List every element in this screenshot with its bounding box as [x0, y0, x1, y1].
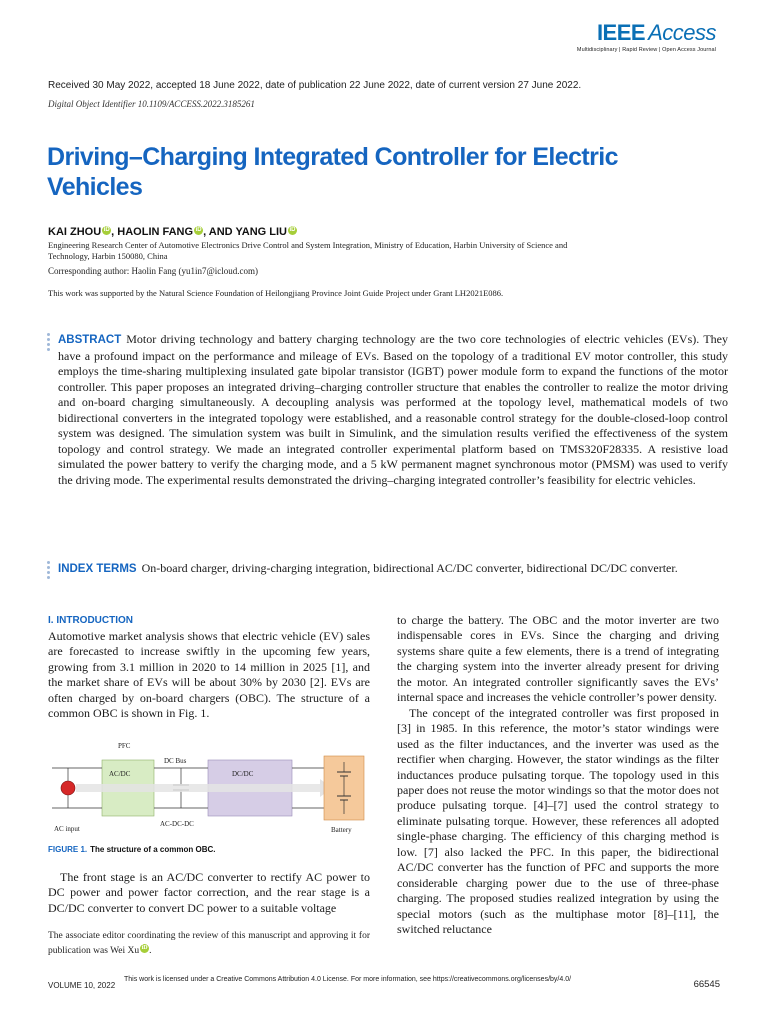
paragraph: to charge the battery. The OBC and the motor inverter are two indispensable cores in EVs. Since the charging and driving systems share quite a few elements, there is a trend of integrating the charging system into the inverter already present for driving the motor. An integrated controller significantly saves the EVs’ internal space and increases the vehicle controller’s power density. [397, 613, 719, 705]
author-zhou: KAI ZHOU [48, 226, 102, 238]
right-column [397, 613, 719, 938]
received-dates: Received 30 May 2022, accepted 18 June 2022, date of publication 22 June 2022, date of current version 27 June 2022. [48, 80, 582, 91]
fig-label-acdc: AC/DC [109, 770, 131, 778]
orcid-icon[interactable]: iD [141, 945, 148, 951]
fig-label-dcdc: DC/DC [232, 770, 254, 778]
logo-ieee: IEEE [596, 20, 646, 45]
doi-line: Digital Object Identifier 10.1109/ACCESS.2022.3185261 [48, 99, 255, 109]
fig-label-dcbus: DC Bus [164, 757, 187, 765]
logo-tagline: Multidisciplinary | Rapid Review | Open Access Journal [576, 47, 716, 53]
paragraph: Automotive market analysis shows that electric vehicle (EV) sales are forecasted to increase swiftly in the upcoming few years, growing from 3.1 million in 2020 to 14 million in 2025 [1], and the market share of EVs will be about 30% by 2030 [2]. EVs are often charged by on-board chargers (OBC). The structure of a common OBC is shown in Fig. 1. [48, 629, 370, 721]
orcid-icon[interactable]: iD [103, 227, 110, 233]
footnote-end: . [149, 946, 152, 956]
footer-license[interactable]: This work is licensed under a Creative Commons Attribution 4.0 License. For more information, see https://creativecommons.org/licenses/by/4.0/ [124, 976, 572, 983]
section-marker-icon [46, 561, 52, 581]
orcid-icon[interactable]: iD [289, 227, 296, 233]
index-terms-text: On-board charger, driving-charging integration, bidirectional AC/DC converter, bidirectional DC/DC converter. [141, 561, 678, 575]
figure-obc-structure [48, 738, 370, 840]
index-terms [58, 561, 728, 578]
logo-access: Access [648, 20, 716, 45]
abstract-text: Motor driving technology and battery charging technology are the two core technologies of electric vehicles (EVs). They have a profound impact on the performance and mileage of EVs. Based on the topology of a traditional EV motor controller, this study employs the time-sharing multiplexing insulated gate bipolar transistor (IGBT) power module form to expand the functions of the motor controller. This paper proposes an integrated driving–charging controller structure that enables the controller to realize the motor driving and on-board charging simultaneously. A decoupling analysis was performed at the topology level, mathematical models of two bidirectional converters in the integrated topology were established, and a reasonable control strategy for the double-closed-loop control system was designed. The simulation system was built in Simulink, and the simulation results verified the effectiveness of the system topology and control strategy. We made an integrated controller experimental platform based on TMS320F28335. A resistive load simulated the power battery to verify the charging mode, and a 5 kW permanent magnet synchronous motor (PMSM) was used to verify the driving mode. The experimental results demonstrated the driving–charging integrated controller’s feasibility for electric vehicles. [58, 332, 728, 487]
intro-paragraph-1 [48, 629, 370, 721]
section-heading-introduction: I. INTRODUCTION [48, 615, 133, 626]
author-liu: , AND YANG LIU [203, 226, 288, 238]
paragraph: The front stage is an AC/DC converter to rectify AC power to DC power and power factor correction, and the rear stage is a DC/DC converter to convert DC power to a suitable voltage [48, 870, 370, 915]
corresponding-author: Corresponding author: Haolin Fang (yu1in7@icloud.com) [48, 266, 259, 276]
author-list [48, 226, 297, 238]
paragraph: The concept of the integrated controller was first proposed in [3] in 1985. In this reference, the motor’s stator windings were used as the filter inductances, and the inverter was used as the rectifier when charging. However, the stator windings as the filter inductances produce pulsating torque. The topology used in this paper does not reuse the motor windings so that the motor does not produce pulsating torque. [4]–[7] used the control strategy to eliminate pulsating torque. However, these references all adopted single-phase charging. The efficiency of this charging method is low. [7] also lacked the PFC. In this paper, the bidirectional AC/DC converter has the function of PFC and supports the more considerable charging power due to the use of three-phase charging. The proposed studies realized integration by using the special motors (such as the multiphase motor [8]–[11], the switched reluctance [397, 705, 719, 937]
orcid-icon[interactable]: iD [195, 227, 202, 233]
power-flow-arrow [76, 784, 320, 792]
fig-label-acdcdc: AC-DC-DC [160, 820, 194, 828]
footnote-text: The associate editor coordinating the review of this manuscript and approving it for publication was Wei Xu [48, 931, 370, 956]
intro-paragraph-2 [48, 870, 370, 916]
page-number: 66545 [693, 979, 720, 990]
figure-caption-text: The structure of a common OBC. [90, 845, 216, 854]
abstract [58, 332, 728, 488]
fig-label-acinput: AC input [54, 825, 80, 833]
author-fang: , HAOLIN FANG [111, 226, 194, 238]
paper-title: Driving–Charging Integrated Controller for Electric Vehicles [47, 143, 618, 201]
fig-label-battery: Battery [331, 826, 352, 834]
funding-note: This work was supported by the Natural Science Foundation of Heilongjiang Province Joint Guide Project under Grant LH2021E086. [48, 288, 504, 298]
journal-logo [577, 22, 716, 53]
footer-volume: VOLUME 10, 2022 [48, 981, 116, 990]
figure-number: FIGURE 1. [48, 845, 88, 854]
affiliation: Engineering Research Center of Automotive Electronics Drive Control and System Integration, Ministry of Education, Harbin University of Science and Technology, Harbin 150080, China [48, 240, 568, 261]
ac-source-icon [61, 781, 75, 795]
index-terms-label: INDEX TERMS [58, 563, 137, 575]
figure-caption [48, 845, 215, 854]
abstract-label: ABSTRACT [58, 334, 122, 346]
editor-footnote [48, 929, 370, 959]
section-marker-icon [46, 333, 52, 353]
fig-label-pfc: PFC [118, 742, 131, 750]
logo-wordmark [577, 22, 716, 44]
